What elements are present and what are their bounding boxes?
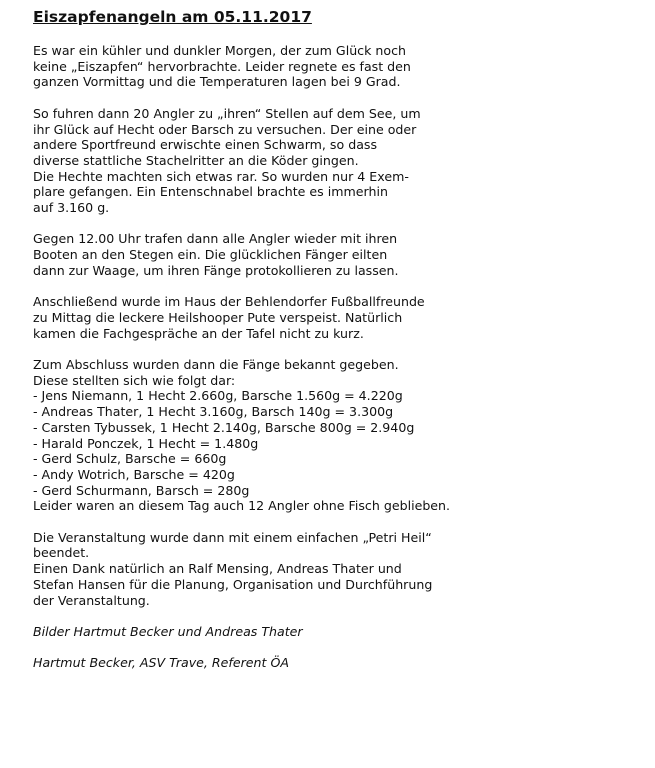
result-item: - Gerd Schulz, Barsche = 660g	[33, 451, 227, 467]
text-line: auf 3.160 g.	[33, 200, 110, 216]
result-item: - Gerd Schurmann, Barsch = 280g	[33, 482, 250, 498]
result-item: - Carsten Tybussek, 1 Hecht 2.140g, Barsche 800g = 2.940g	[33, 419, 415, 435]
paragraph-intro	[33, 43, 453, 90]
text-line: Die Veranstaltung wurde dann mit einem einfachen „Petri Heil“	[33, 529, 432, 545]
result-item: - Andreas Thater, 1 Hecht 3.160g, Barsch 140g = 3.300g	[33, 404, 394, 420]
photo-credit: Bilder Hartmut Becker und Andreas Thater	[33, 623, 303, 639]
result-item: - Jens Niemann, 1 Hecht 2.660g, Barsche 1.560g = 4.220g	[33, 388, 403, 404]
text-line: dann zur Waage, um ihren Fänge protokollieren zu lassen.	[33, 262, 399, 278]
text-line: ganzen Vormittag und die Temperaturen lagen bei 9 Grad.	[33, 74, 401, 90]
text-line: Anschließend wurde im Haus der Behlendorfer Fußballfreunde	[33, 294, 425, 310]
text-line: Booten an den Stegen ein. Die glücklichen Fänger eilten	[33, 247, 388, 263]
paragraph-closing	[33, 530, 453, 609]
text-line: beendet.	[33, 545, 90, 561]
text-line: Diese stellten sich wie folgt dar:	[33, 372, 236, 388]
paragraph-results	[33, 357, 453, 514]
paragraph-fishing	[33, 106, 453, 216]
result-item: - Andy Wotrich, Barsche = 420g	[33, 466, 235, 482]
text-line: Leider waren an diesem Tag auch 12 Angler ohne Fisch geblieben.	[33, 498, 451, 514]
text-line: plare gefangen. Ein Entenschnabel brachte es immerhin	[33, 184, 388, 200]
text-line: Die Hechte machten sich etwas rar. So wurden nur 4 Exem-	[33, 168, 409, 184]
document-title: Eiszapfenangeln am 05.11.2017	[33, 8, 312, 26]
result-item: - Harald Ponczek, 1 Hecht = 1.480g	[33, 435, 259, 451]
text-line: andere Sportfreund erwischte einen Schwarm, so dass	[33, 137, 378, 153]
document-body	[33, 43, 453, 687]
text-line: Stefan Hansen für die Planung, Organisation und Durchführung	[33, 576, 433, 592]
text-line: diverse stattliche Stachelritter an die Köder gingen.	[33, 152, 359, 168]
text-line: Einen Dank natürlich an Ralf Mensing, Andreas Thater und	[33, 561, 402, 577]
text-line: keine „Eiszapfen“ hervorbrachte. Leider regnete es fast den	[33, 58, 411, 74]
paragraph-lunch	[33, 294, 453, 341]
text-line: Es war ein kühler und dunkler Morgen, der zum Glück noch	[33, 43, 406, 58]
text-line: kamen die Fachgespräche an der Tafel nicht zu kurz.	[33, 325, 364, 341]
text-line: Gegen 12.00 Uhr trafen dann alle Angler wieder mit ihren	[33, 231, 398, 247]
text-line: der Veranstaltung.	[33, 592, 150, 608]
author-signature: Hartmut Becker, ASV Trave, Referent ÖA	[33, 655, 289, 671]
text-line: Zum Abschluss wurden dann die Fänge bekannt gegeben.	[33, 357, 399, 372]
paragraph-return	[33, 231, 453, 278]
text-line: ihr Glück auf Hecht oder Barsch zu versuchen. Der eine oder	[33, 121, 417, 137]
text-line: zu Mittag die leckere Heilshooper Pute verspeist. Natürlich	[33, 309, 403, 325]
text-line: So fuhren dann 20 Angler zu „ihren“ Stellen auf dem See, um	[33, 105, 421, 121]
